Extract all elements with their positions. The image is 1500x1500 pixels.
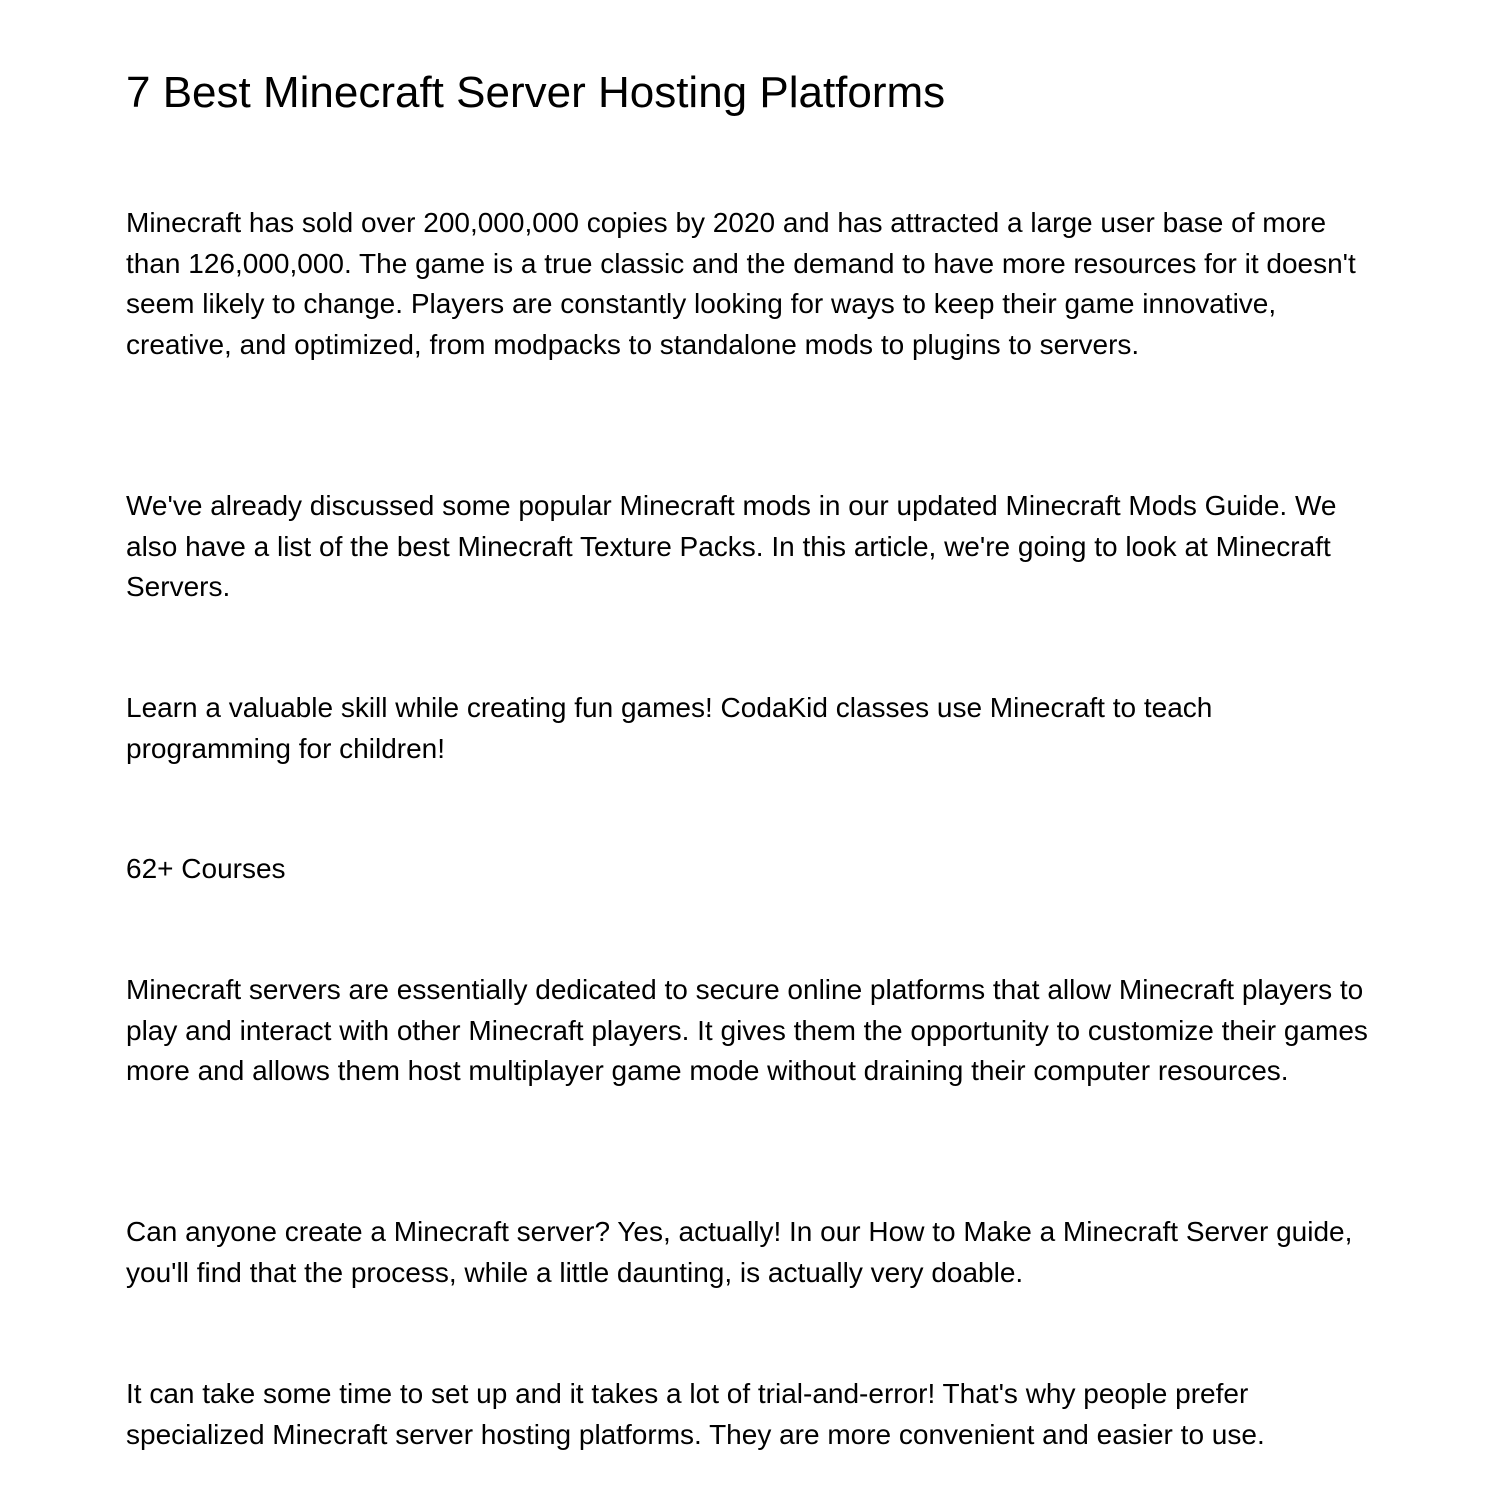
paragraph-codakid-promo: Learn a valuable skill while creating fun games! CodaKid classes use Minecraft to teach programming for children!	[126, 692, 1213, 764]
paragraph-mods-guide: We've already discussed some popular Minecraft mods in our updated Minecraft Mods Guide. We also have a list of the best Minecraft Texture Packs. In this article, we're going to look at Minecraft Servers.	[126, 490, 1337, 602]
paragraph-intro: Minecraft has sold over 200,000,000 copies by 2020 and has attracted a large user base of more than 126,000,000. The game is a true classic and the demand to have more resources for it doesn't seem likely to change. Players are constantly looking for ways to keep their game innovative, creative, and optimized, from modpacks to standalone mods to plugins to servers.	[126, 207, 1356, 360]
document-page	[126, 0, 1376, 1500]
paragraph-create-server: Can anyone create a Minecraft server? Yes, actually! In our How to Make a Minecraft Server guide, you'll find that the process, while a little daunting, is actually very doable.	[126, 1216, 1353, 1288]
paragraph-servers-definition: Minecraft servers are essentially dedicated to secure online platforms that allow Minecraft players to play and interact with other Minecraft players. It gives them the opportunity to customize their games more and allows them host multiplayer game mode without draining their computer resources.	[126, 974, 1368, 1086]
paragraph-hosting-platforms: It can take some time to set up and it takes a lot of trial-and-error! That's why people prefer specialized Minecraft server hosting platforms. They are more convenient and easier to use.	[126, 1378, 1265, 1450]
paragraph-courses-count: 62+ Courses	[126, 853, 286, 884]
page-title: 7 Best Minecraft Server Hosting Platforms	[126, 68, 946, 117]
